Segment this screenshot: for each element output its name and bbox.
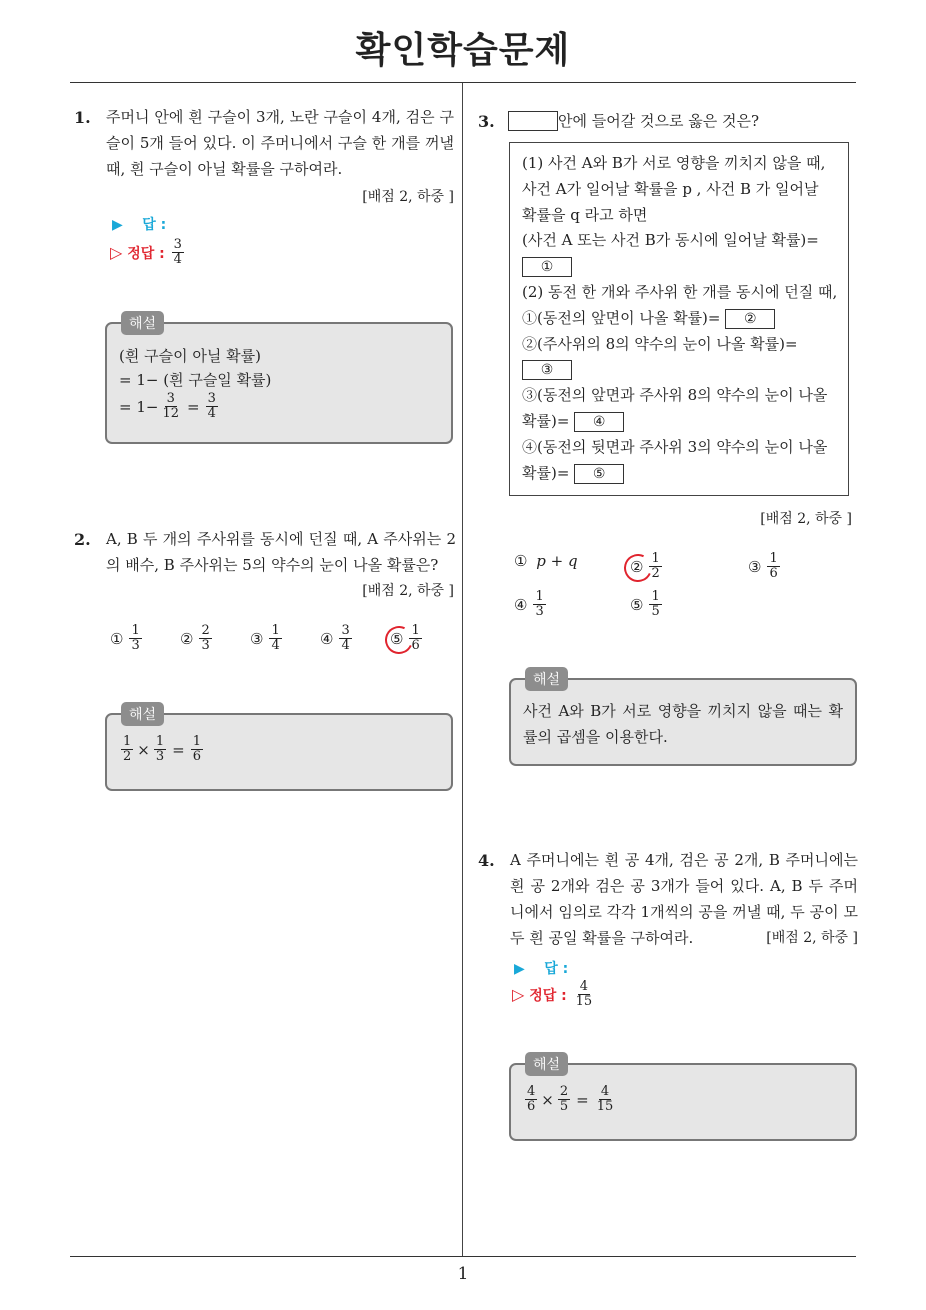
q3-line-7: ②(주사위의 8의 약수의 눈이 나올 확률)= xyxy=(522,334,798,353)
q3-line-1: (1) 사건 A와 B가 서로 영향을 끼치지 않을 때, xyxy=(522,154,826,172)
q3-line-4: (사건 A 또는 사건 B가 동시에 일어날 확률)= xyxy=(522,231,819,250)
q3-condition-box xyxy=(509,142,849,496)
q3-choice-4[interactable]: ④ $\frac{1}{3}$ xyxy=(514,589,544,619)
q4-score: [배점 2, 하중 ] xyxy=(766,930,858,946)
q1-number: 1. xyxy=(74,108,91,127)
q3-choice-5[interactable]: ⑤ $\frac{1}{5}$ xyxy=(630,589,660,619)
q1-expl-line1: (흰 구슬이 아닐 확률) xyxy=(119,347,261,365)
q3-stem-blank xyxy=(508,111,558,131)
q3-expl-text: 사건 A와 B가 서로 영향을 끼치지 않을 때는 확률의 곱셈을 이용한다. xyxy=(523,702,843,746)
q3-line-9: 확률)= xyxy=(522,411,570,430)
q1-text: 주머니 안에 흰 구슬이 3개, 노란 구슬이 4개, 검은 구슬이 5개 들어 있다. 이 주머니에서 구슬 한 개를 꺼낼 때, 흰 구슬이 아닐 확률을 구하여라. xyxy=(106,108,454,178)
q3-explanation-tag: 해설 xyxy=(525,667,568,691)
q2-choice-1[interactable]: ① $\frac{1}{3}$ xyxy=(110,623,140,653)
q3-line-10: ④(동전의 뒷면과 주사위 3의 약수의 눈이 나올 xyxy=(522,437,828,456)
q4-correct-fraction: $\frac{4}{15}$ xyxy=(575,979,593,1009)
q3-blank-5: ⑤ xyxy=(574,464,624,484)
q3-line-11: 확률)= xyxy=(522,463,570,482)
play-outline-icon: ▷ xyxy=(512,985,525,1004)
q4-number: 4. xyxy=(478,851,495,870)
q3-line-3: 확률을 q 라고 하면 xyxy=(522,205,648,224)
q3-score: [배점 2, 하중 ] xyxy=(760,511,852,527)
q2-expl-equation: $\frac{1}{2}$ × $\frac{1}{3}$ = $\frac{1}{6}$ xyxy=(123,734,201,764)
q4-answer-label: 답 : xyxy=(544,961,569,977)
q2-score: [배점 2, 하중 ] xyxy=(362,583,454,599)
q3-line-8: ③(동전의 앞면과 주사위 8의 약수의 눈이 나올 xyxy=(522,386,828,405)
q1-correct-fraction: $\frac{3}{4}$ xyxy=(173,237,182,267)
q2-choice-4[interactable]: ④ $\frac{3}{4}$ xyxy=(320,623,350,653)
page-title: 확인학습문제 xyxy=(355,30,571,71)
q1-expl-line3: = 1− $\frac{3}{12}$ = $\frac{3}{4}$ xyxy=(119,391,216,421)
play-icon: ▶ xyxy=(514,961,525,977)
q3-line-5: (2) 동전 한 개와 주사위 한 개를 동시에 던질 때, xyxy=(522,282,838,301)
q2-number: 2. xyxy=(74,530,91,549)
q1-correct-label: 정답 : xyxy=(127,245,165,262)
q1-expl-line2: = 1− (흰 구슬일 확률) xyxy=(119,371,272,389)
column-divider xyxy=(462,83,463,1257)
q1-explanation-box xyxy=(105,316,453,444)
q4-expl-equation: $\frac{4}{6}$ × $\frac{2}{5}$ = $\frac{4}{15}$ xyxy=(527,1084,614,1114)
q4-explanation-tag: 해설 xyxy=(525,1052,568,1076)
q2-text: A, B 두 개의 주사위를 동시에 던질 때, A 주사위는 2의 배수, B 주사위는 5의 약수의 눈이 나올 확률은? xyxy=(106,530,456,574)
q3-blank-2: ② xyxy=(725,309,775,329)
q3-explanation-box xyxy=(509,672,857,766)
top-rule xyxy=(70,82,856,83)
play-outline-icon: ▷ xyxy=(110,243,123,262)
q3-choice-1[interactable]: ① p + q xyxy=(514,552,578,570)
q4-answer-row[interactable] xyxy=(514,958,568,978)
q3-line-6: ①(동전의 앞면이 나올 확률)= xyxy=(522,308,721,327)
q3-blank-3: ③ xyxy=(522,360,572,380)
q4-explanation-box xyxy=(509,1057,857,1141)
q4-text: A 주머니에는 흰 공 4개, 검은 공 2개, B 주머니에는 흰 공 2개와 검은 공 3개가 들어 있다. A, B 두 주머니에서 임의로 각각 1개씩의 공을 꺼낼 때, 두 공이 모두 흰 공일 확률을 구하여라. xyxy=(510,851,858,947)
q3-blank-1: ① xyxy=(522,257,572,277)
q2-choice-5[interactable]: ⑤ $\frac{1}{6}$ xyxy=(390,623,420,653)
q4-correct-row xyxy=(512,980,596,1009)
q3-choice-2[interactable]: ② $\frac{1}{2}$ xyxy=(630,551,660,581)
q2-explanation-tag: 해설 xyxy=(121,702,164,726)
bottom-rule xyxy=(70,1256,856,1257)
q2-explanation-box xyxy=(105,707,453,791)
q3-line-2: 사건 A가 일어날 확률을 p , 사건 B 가 일어날 xyxy=(522,179,819,198)
q3-choice-3[interactable]: ③ $\frac{1}{6}$ xyxy=(748,551,778,581)
q4-correct-label: 정답 : xyxy=(529,987,567,1004)
q2-choice-3[interactable]: ③ $\frac{1}{4}$ xyxy=(250,623,280,653)
q3-stem: 안에 들어갈 것으로 옳은 것은? xyxy=(508,108,759,134)
play-icon: ▶ xyxy=(112,217,123,233)
q3-number: 3. xyxy=(478,112,495,131)
q3-blank-4: ④ xyxy=(574,412,624,432)
q2-choice-2[interactable]: ② $\frac{2}{3}$ xyxy=(180,623,210,653)
q1-correct-row xyxy=(110,238,186,267)
q1-answer-label: 답 : xyxy=(142,217,167,233)
q1-answer-row[interactable] xyxy=(112,214,166,234)
q1-score: [배점 2, 하중 ] xyxy=(362,189,454,205)
page-number: 1 xyxy=(457,1264,469,1284)
q1-explanation-tag: 해설 xyxy=(121,311,164,335)
